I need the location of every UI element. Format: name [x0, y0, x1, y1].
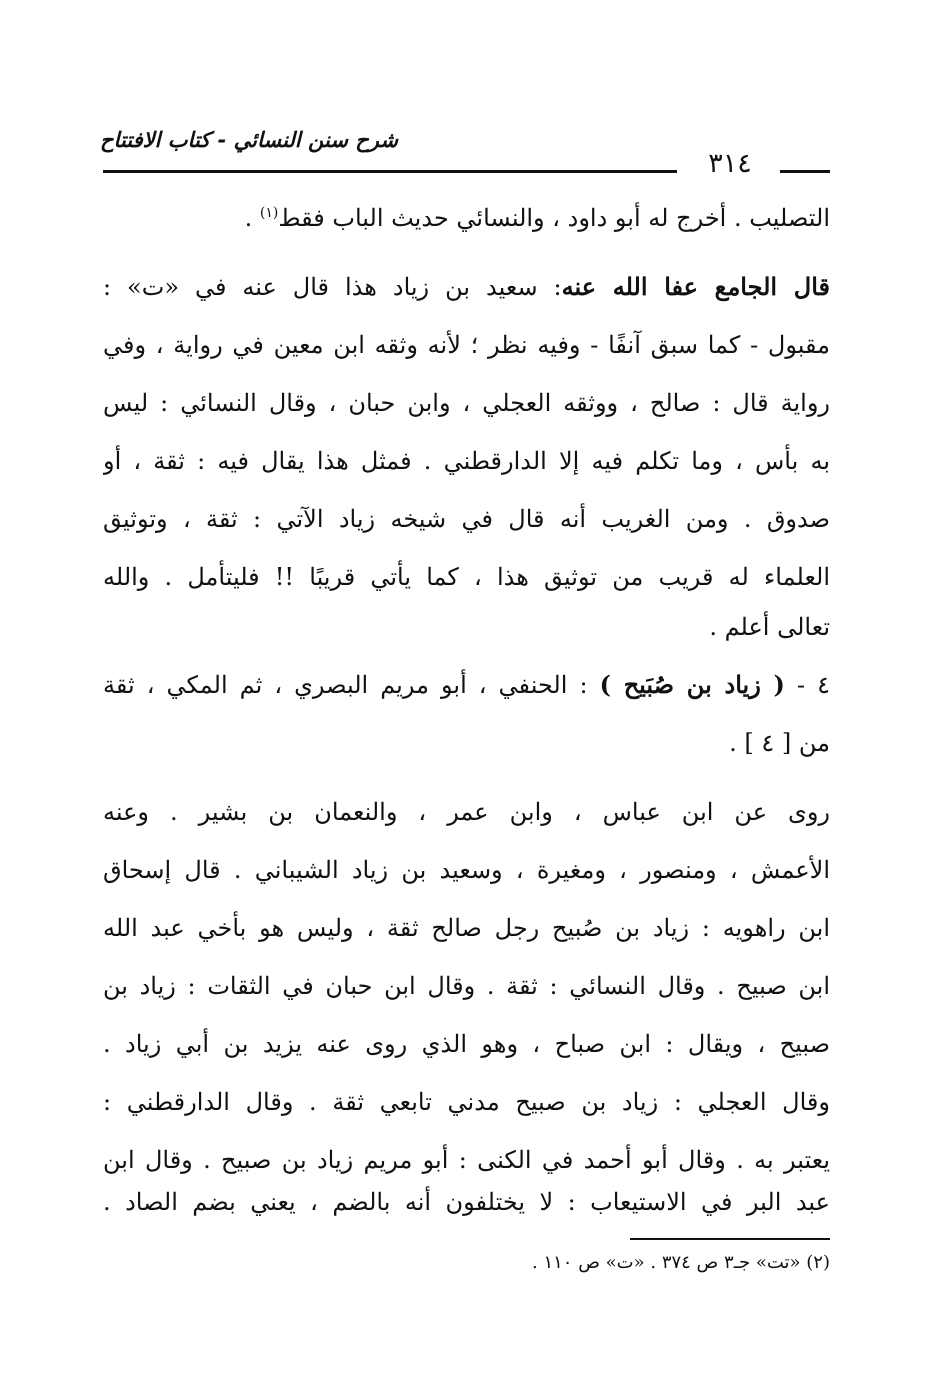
text-line-18: عبد البر في الاستيعاب : لا يختلفون أنه بالضم ، يعني بضم الصاد .: [103, 1188, 830, 1216]
footnote-marker: (١): [259, 205, 279, 221]
text-line-6: صدوق . ومن الغريب أنه قال في شيخه زياد الآتي : ثقة ، وتوثيق: [103, 505, 830, 533]
text-line-13: ابن راهويه : زياد بن صُبيح رجل صالح ثقة ، وليس هو بأخي عبد الله: [103, 914, 830, 942]
narrator-name: ( زياد بن صُبَيح ): [599, 670, 785, 699]
text-line-14: ابن صبيح . وقال النسائي : ثقة . وقال ابن حبان في الثقات : زياد بن: [103, 972, 830, 1000]
text-line-10: من [ ٤ ] .: [729, 729, 830, 757]
footnote-rule: [630, 1238, 830, 1240]
text-line-8: تعالى أعلم .: [709, 613, 830, 641]
page-number-rule: [780, 170, 830, 173]
text-line-7: العلماء له قريب من توثيق هذا ، كما يأتي قريبًا !! فليتأمل . والله: [103, 563, 830, 591]
text-line-15: صبيح ، ويقال : ابن صباح ، وهو الذي روى عنه يزيد بن أبي زياد .: [103, 1030, 830, 1058]
text-line-17: يعتبر به . وقال أبو أحمد في الكنى : أبو مريم زياد بن صبيح . وقال ابن: [103, 1146, 830, 1174]
text-line-12: الأعمش ، ومنصور ، ومغيرة ، وسعيد بن زياد الشيباني . قال إسحاق: [103, 856, 830, 884]
text-line-9: ٤ - ( زياد بن صُبَيح ) : الحنفي ، أبو مريم البصري ، ثم المكي ، ثقة: [103, 670, 830, 699]
footnote: (٢) «تت» جـ٣ ص ٣٧٤ . «ت» ص ١١٠ .: [532, 1252, 830, 1273]
author-comment-heading: قال الجامع عفا الله عنه: [561, 272, 830, 301]
page-number: ٣١٤: [708, 148, 752, 179]
text-line-16: وقال العجلي : زياد بن صبيح مدني تابعي ثقة . وقال الدارقطني :: [103, 1088, 830, 1116]
header-rule: [103, 170, 677, 173]
text-line-4: رواية قال : صالح ، ووثقه العجلي ، وابن حبان ، وقال النسائي : ليس: [103, 389, 830, 417]
text-line-5: به بأس ، وما تكلم فيه إلا الدارقطني . فمثل هذا يقال فيه : ثقة ، أو: [103, 447, 830, 475]
text-line-3: مقبول - كما سبق آنفًا - وفيه نظر ؛ لأنه وثقه ابن معين في رواية ، وفي: [103, 331, 830, 359]
text-line-2: قال الجامع عفا الله عنه: سعيد بن زياد هذا قال عنه في «ت» :: [103, 272, 830, 301]
text-line-1: التصليب . أخرج له أبو داود ، والنسائي حديث الباب فقط$^{(١)}$ .: [244, 204, 830, 232]
running-header-title: شرح سنن النسائي - كتاب الافتتاح: [100, 128, 398, 152]
text-line-11: روى عن ابن عباس ، وابن عمر ، والنعمان بن بشير . وعنه: [103, 798, 830, 826]
